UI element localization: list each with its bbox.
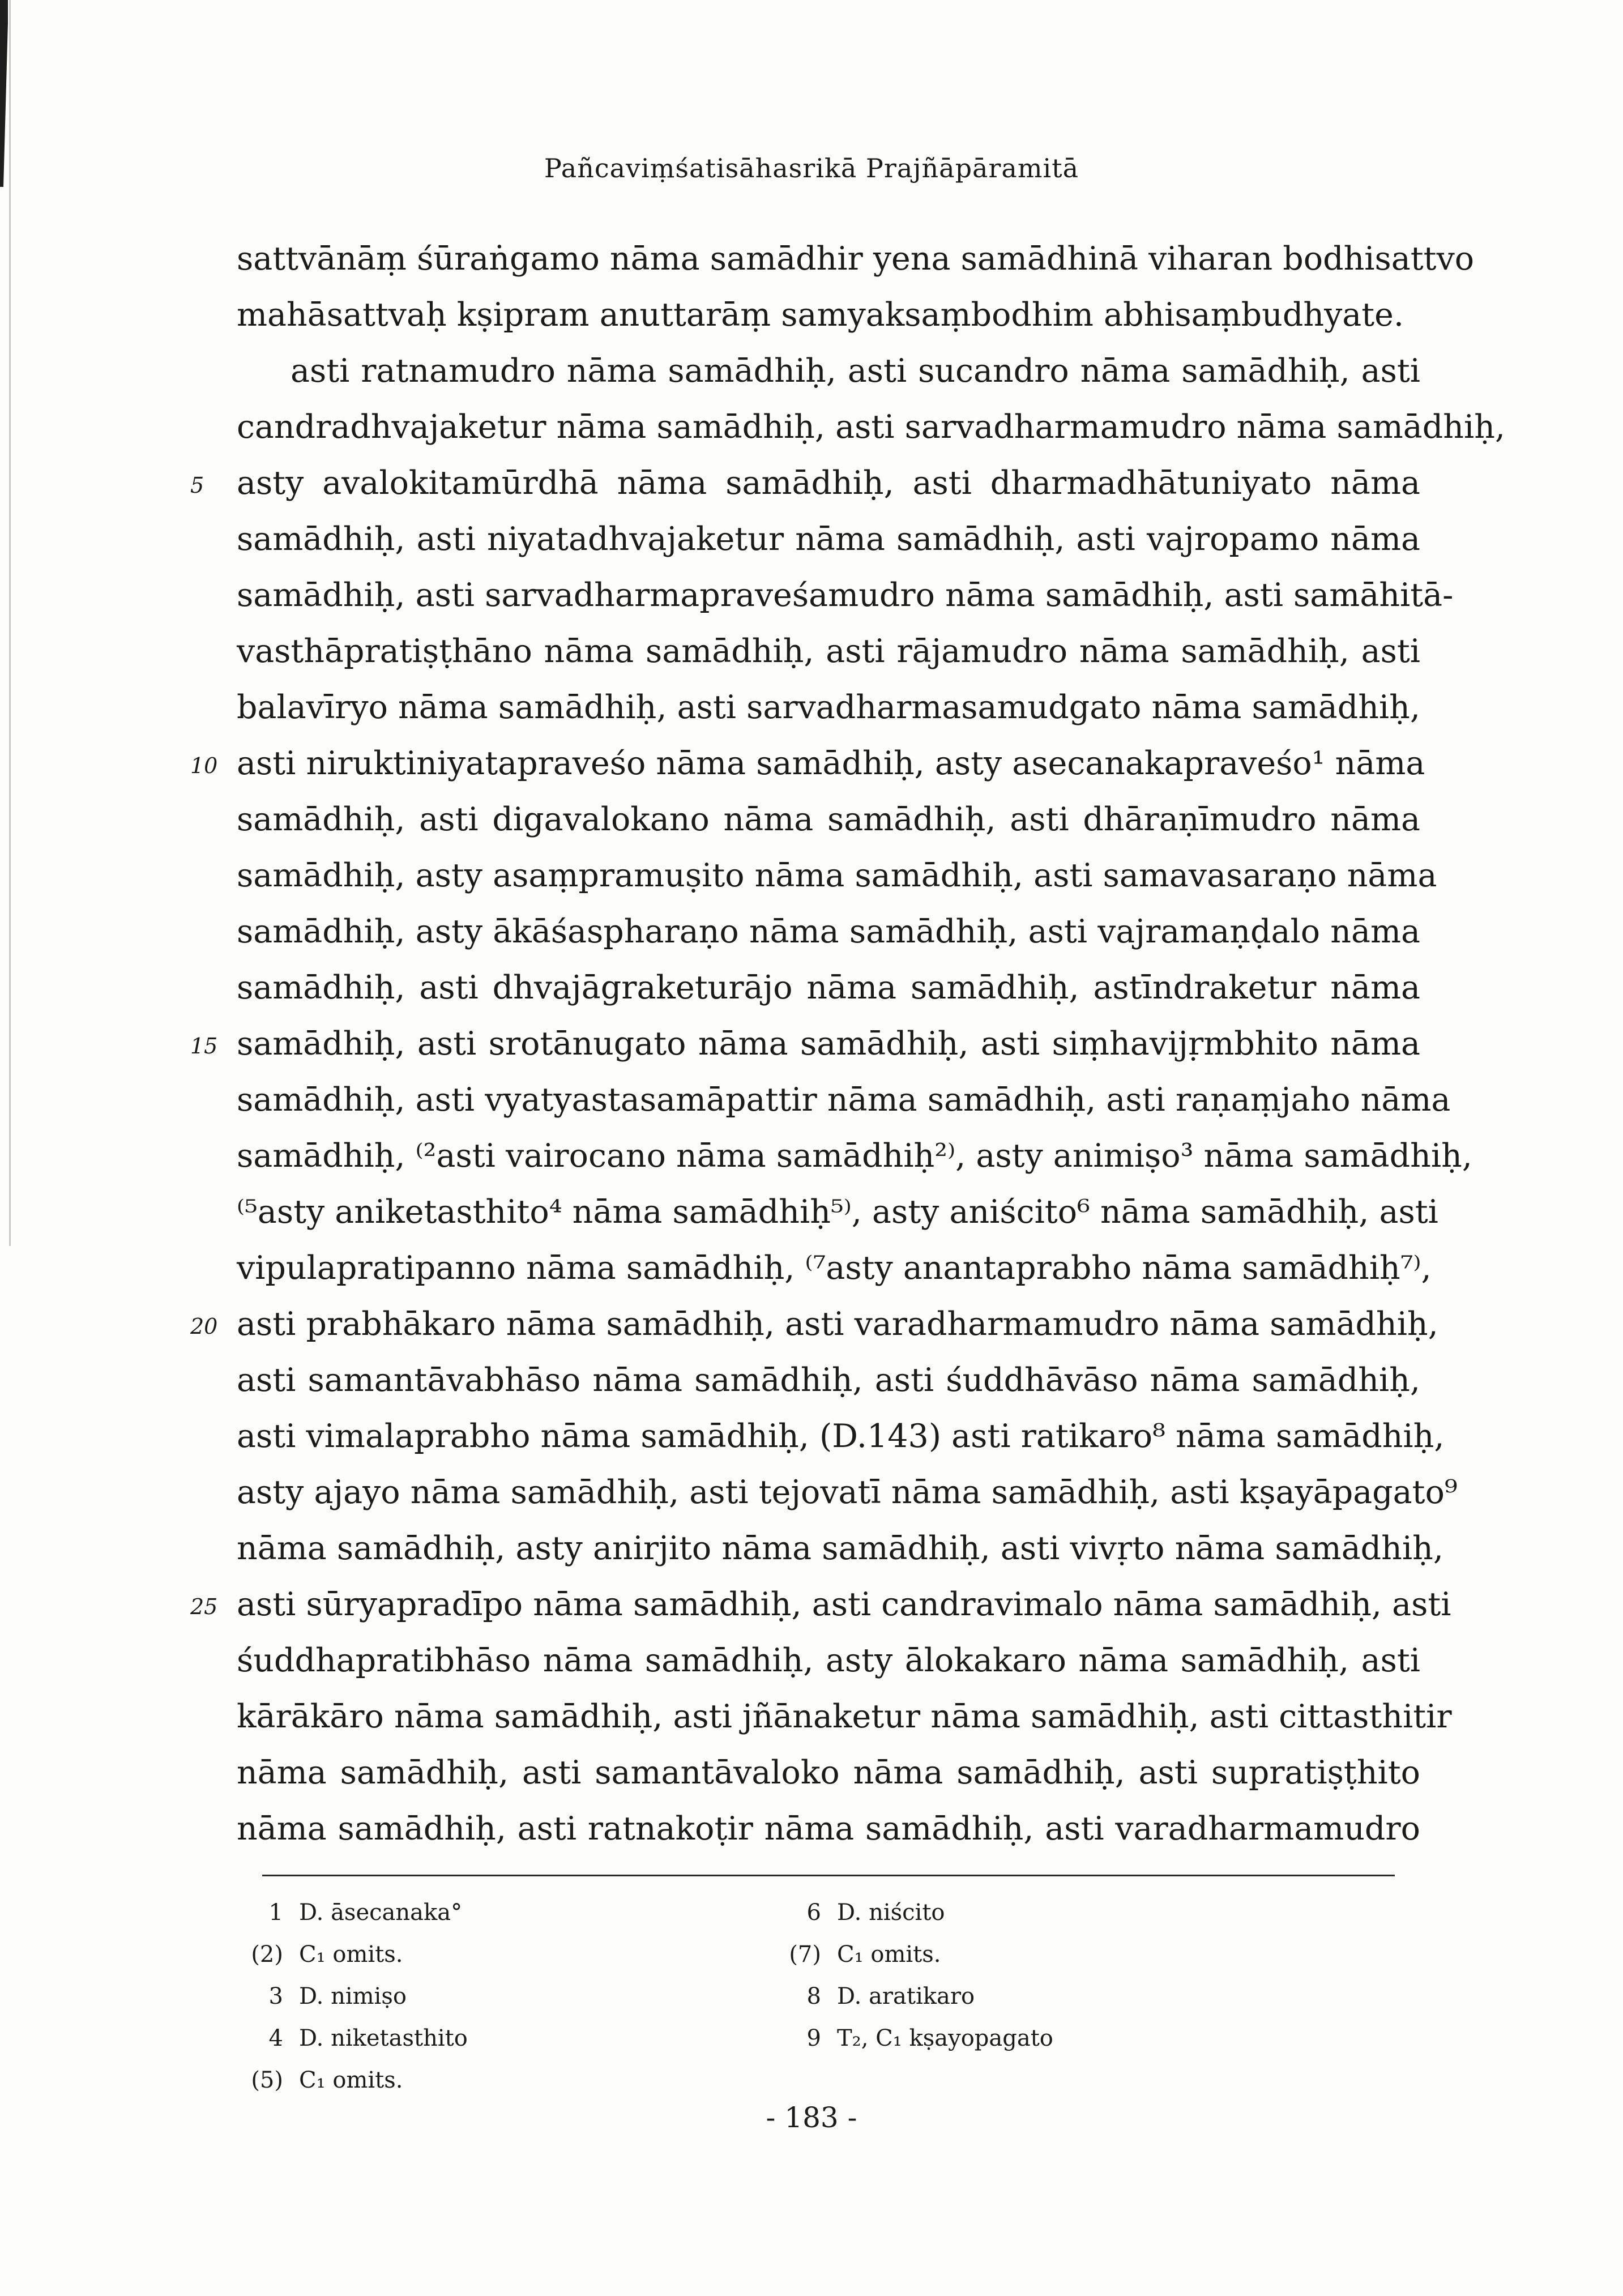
line-text: nāma samādhiḥ, asti samantāvaloko nāma samādhiḥ, asti supratiṣṭhito <box>237 1754 1420 1791</box>
footnotes-right <box>781 1892 1053 2059</box>
page-number: - 183 - <box>766 2101 857 2134</box>
footnote-text: D. nimiṣo <box>299 1983 407 2009</box>
text-line <box>190 1296 1438 1352</box>
text-line <box>190 1016 1420 1072</box>
footnote-text: C₁ omits. <box>299 2067 403 2093</box>
footnote <box>781 1934 1053 1975</box>
line-text: samādhiḥ, asti dhvajāgraketurājo nāma samādhiḥ, astīndraketur nāma <box>237 969 1420 1006</box>
line-text: asti sūryapradīpo nāma samādhiḥ, asti candravimalo nāma samādhiḥ, asti <box>237 1586 1451 1623</box>
line-text: śuddhapratibhāso nāma samādhiḥ, asty ālokakaro nāma samādhiḥ, asti <box>237 1642 1420 1679</box>
line-text: vipulapratipanno nāma samādhiḥ, ⁽⁷asty anantaprabho nāma samādhiḥ⁷⁾, <box>237 1249 1432 1287</box>
line-number: 10 <box>190 753 218 778</box>
line-text: samādhiḥ, asti digavalokano nāma samādhiḥ, asti dhāraṇīmudro nāma <box>237 801 1420 838</box>
text-line <box>237 287 1420 343</box>
binding-shadow <box>9 0 11 1246</box>
text-line <box>237 399 1506 455</box>
line-text: samādhiḥ, asti niyatadhvajaketur nāma samādhiḥ, asti vajropamo nāma <box>237 520 1420 558</box>
text-line <box>237 511 1420 567</box>
footnote-text: D. niścito <box>837 1900 945 1926</box>
text-line <box>237 567 1454 624</box>
text-line <box>190 455 1420 511</box>
text-line <box>237 904 1420 960</box>
text-line <box>190 1577 1451 1633</box>
text-line <box>237 960 1420 1016</box>
text-line <box>237 1745 1420 1801</box>
line-text: asti prabhākaro nāma samādhiḥ, asti varadharmamudro nāma samādhiḥ, <box>237 1305 1438 1343</box>
line-text: vasthāpratiṣṭhāno nāma samādhiḥ, asti rājamudro nāma samādhiḥ, asti <box>237 633 1420 670</box>
text-line <box>237 1801 1420 1857</box>
footnote-text: C₁ omits. <box>299 1941 403 1968</box>
text-line <box>237 1409 1445 1465</box>
line-text: nāma samādhiḥ, asti ratnakoṭir nāma samādhiḥ, asti varadharmamudro <box>237 1810 1420 1847</box>
footnote <box>781 2017 1053 2059</box>
line-text: ⁽⁵asty aniketasthito⁴ nāma samādhiḥ⁵⁾, asty aniścito⁶ nāma samādhiḥ, asti <box>237 1193 1438 1231</box>
footnote-text: T₂, C₁ kṣayopagato <box>837 2025 1053 2051</box>
line-text: samādhiḥ, ⁽²asti vairocano nāma samādhiḥ²⁾, asty animiṣo³ nāma samādhiḥ, <box>237 1137 1472 1175</box>
footnote-text: D. niketasthito <box>299 2025 468 2051</box>
footnote-number: 9 <box>806 2025 821 2051</box>
line-text: kārākāro nāma samādhiḥ, asti jñānaketur nāma samādhiḥ, asti cittasthitir <box>237 1698 1452 1735</box>
footnote-number: 8 <box>806 1983 821 2009</box>
line-number: 15 <box>190 1034 218 1059</box>
text-line <box>237 1184 1438 1240</box>
line-text: asti niruktiniyatapraveśo nāma samādhiḥ, asty asecanakapraveśo¹ nāma <box>237 745 1425 782</box>
text-line <box>237 1633 1420 1689</box>
footnote-number: (2) <box>251 1941 283 1968</box>
line-text: balavīryo nāma samādhiḥ, asti sarvadharmasamudgato nāma samādhiḥ, <box>237 689 1420 726</box>
line-text: mahāsattvaḥ kṣipram anuttarāṃ samyaksaṃbodhim abhisaṃbudhyate. <box>237 296 1404 334</box>
footnote-number: (7) <box>789 1941 821 1968</box>
text-line <box>237 1128 1472 1184</box>
footnote-text: C₁ omits. <box>837 1941 941 1968</box>
text-line <box>237 1521 1443 1577</box>
footnote <box>244 1975 468 2017</box>
line-text: asti samantāvabhāso nāma samādhiḥ, asti śuddhāvāso nāma samādhiḥ, <box>237 1362 1420 1399</box>
text-line <box>237 1689 1452 1745</box>
footnote-number: (5) <box>251 2067 283 2093</box>
line-text: asti vimalaprabho nāma samādhiḥ, (D.143) asti ratikaro⁸ nāma samādhiḥ, <box>237 1418 1445 1455</box>
line-number: 25 <box>190 1594 218 1619</box>
line-text: samādhiḥ, asti srotānugato nāma samādhiḥ, asti siṃhavijṛmbhito nāma <box>237 1025 1420 1062</box>
line-text: samādhiḥ, asti sarvadharmapraveśamudro nāma samādhiḥ, asti samāhitā- <box>237 577 1454 614</box>
text-line <box>237 1352 1420 1409</box>
text-line <box>237 343 1420 399</box>
text-line <box>237 792 1420 848</box>
line-text: samādhiḥ, asty asaṃpramuṣito nāma samādhiḥ, asti samavasaraṇo nāma <box>237 857 1437 894</box>
line-text: asty avalokitamūrdhā nāma samādhiḥ, asti dharmadhātuniyato nāma <box>237 464 1420 502</box>
footnote <box>244 2017 468 2059</box>
footnote-divider <box>262 1875 1395 1876</box>
main-text <box>190 231 1506 1857</box>
line-number: 20 <box>190 1314 218 1339</box>
footnote-number: 1 <box>268 1900 283 1926</box>
text-line <box>237 1240 1432 1296</box>
footnote-text: D. aratikaro <box>837 1983 975 2009</box>
line-text: sattvānāṃ śūraṅgamo nāma samādhir yena samādhinā viharan bodhisattvo <box>237 240 1475 278</box>
footnote-number: 6 <box>806 1900 821 1926</box>
footnotes-left <box>244 1892 468 2101</box>
line-text: asti ratnamudro nāma samādhiḥ, asti sucandro nāma samādhiḥ, asti <box>291 352 1420 390</box>
text-line <box>237 1465 1458 1521</box>
footnote <box>244 2059 468 2101</box>
line-text: asty ajayo nāma samādhiḥ, asti tejovatī nāma samādhiḥ, asti kṣayāpagato⁹ <box>237 1474 1458 1511</box>
line-text: candradhvajaketur nāma samādhiḥ, asti sarvadharmamudro nāma samādhiḥ, <box>237 408 1506 446</box>
footnote-number: 3 <box>268 1983 283 2009</box>
line-text: samādhiḥ, asty ākāśaspharaṇo nāma samādhiḥ, asti vajramaṇḍalo nāma <box>237 913 1420 950</box>
text-line <box>237 1072 1451 1128</box>
text-line <box>237 624 1420 680</box>
running-header: Pañcaviṃśatisāhasrikā Prajñāpāramitā <box>544 153 1079 183</box>
footnote-text: D. āsecanaka° <box>299 1900 463 1926</box>
footnote <box>781 1892 1053 1934</box>
line-text: nāma samādhiḥ, asty anirjito nāma samādhiḥ, asti vivṛto nāma samādhiḥ, <box>237 1530 1443 1567</box>
footnote <box>244 1934 468 1975</box>
line-number: 5 <box>190 473 204 498</box>
footnote <box>781 1975 1053 2017</box>
text-line <box>237 231 1475 287</box>
footnote-number: 4 <box>268 2025 283 2051</box>
text-line <box>237 680 1420 736</box>
text-line <box>237 848 1437 904</box>
text-line <box>190 736 1425 792</box>
line-text: samādhiḥ, asti vyatyastasamāpattir nāma samādhiḥ, asti raṇaṃjaho nāma <box>237 1081 1451 1119</box>
footnote <box>244 1892 468 1934</box>
